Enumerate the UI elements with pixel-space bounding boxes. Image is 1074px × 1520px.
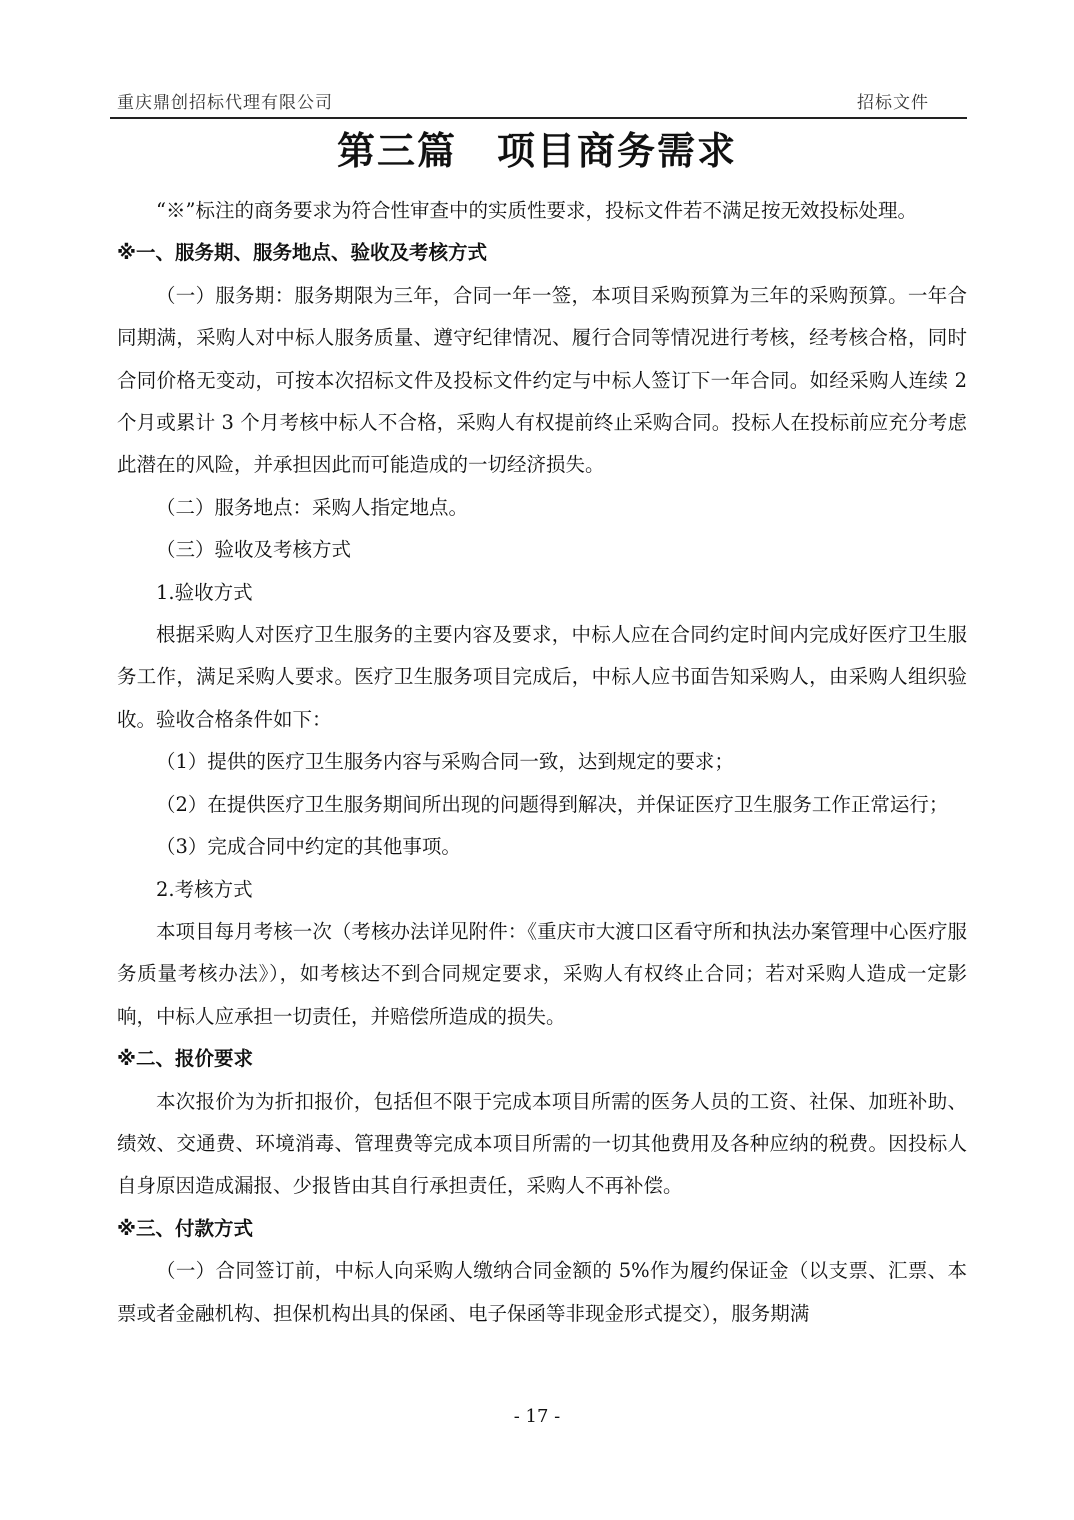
acceptance-item: （3）完成合同中约定的其他事项。 <box>156 835 461 859</box>
service-location-paragraph: （二）服务地点：采购人指定地点。 <box>156 495 469 519</box>
section-heading-3: ※三、付款方式 <box>117 1216 253 1240</box>
header-company: 重庆鼎创招标代理有限公司 <box>117 93 333 113</box>
page-number: - 17 - <box>513 1406 561 1427</box>
page-header <box>117 88 967 118</box>
intro-paragraph: “※”标注的商务要求为符合性审查中的实质性要求，投标文件若不满足按无效投标处理。 <box>156 199 917 222</box>
acceptance-method-title: 1.验收方式 <box>156 580 253 604</box>
title-part: 第三篇 <box>336 129 457 173</box>
acceptance-heading: （三）验收及考核方式 <box>156 538 352 562</box>
acceptance-item: （2）在提供医疗卫生服务期间所出现的问题得到解决，并保证医疗卫生服务工作正常运行； <box>156 792 949 816</box>
assessment-method-title: 2.考核方式 <box>156 877 253 901</box>
page-title <box>0 120 1074 175</box>
assessment-method-text: 本项目每月考核一次（考核办法详见附件：《重庆市大渡口区看守所和执法办案管理中心医疗服务质量考核办法》），如考核达不到合同规定要求，采购人有权终止合同；若对采购人造成一定影响，中标人应承担一切责任，并赔偿所造成的损失。 <box>117 919 967 1028</box>
acceptance-item: （1）提供的医疗卫生服务内容与采购合同一致，达到规定的要求； <box>156 750 734 774</box>
service-period-paragraph: （一）服务期：服务期限为三年，合同一年一签，本项目采购预算为三年的采购预算。一年合同期满，采购人对中标人服务质量、遵守纪律情况、履行合同等情况进行考核，经考核合格，同时合同价格无变动，可按本次招标文件及投标文件约定与中标人签订下一年合同。如经采购人连续 2 个月或累计 3 个月考核中标人不合格，采购人有权提前终止采购合同。投标人在投标前应充分考虑此潜在的风险，并承担因此而可能造成的一切经济损失。 <box>117 283 967 477</box>
header-divider <box>110 117 967 119</box>
document-body <box>117 190 967 1335</box>
payment-paragraph: （一）合同签订前，中标人向采购人缴纳合同金额的 5%作为履约保证金（以支票、汇票、本票或者金融机构、担保机构出具的保函、电子保函等非现金形式提交），服务期满 <box>117 1259 967 1325</box>
acceptance-method-text: 根据采购人对医疗卫生服务的主要内容及要求，中标人应在合同约定时间内完成好医疗卫生服务工作，满足采购人要求。医疗卫生服务项目完成后，中标人应书面告知采购人，由采购人组织验收。验收合格条件如下： <box>117 623 967 731</box>
quotation-paragraph: 本次报价为为折扣报价，包括但不限于完成本项目所需的医务人员的工资、社保、加班补助、绩效、交通费、环境消毒、管理费等完成本项目所需的一切其他费用及各种应纳的税费。因投标人自身原因造成漏报、少报皆由其自行承担责任，采购人不再补偿。 <box>117 1089 967 1198</box>
header-doc-type: 招标文件 <box>857 93 929 113</box>
title-name: 项目商务需求 <box>497 129 738 173</box>
section-heading-1: ※一、服务期、服务地点、验收及考核方式 <box>117 241 487 265</box>
section-heading-2: ※二、报价要求 <box>117 1047 253 1071</box>
